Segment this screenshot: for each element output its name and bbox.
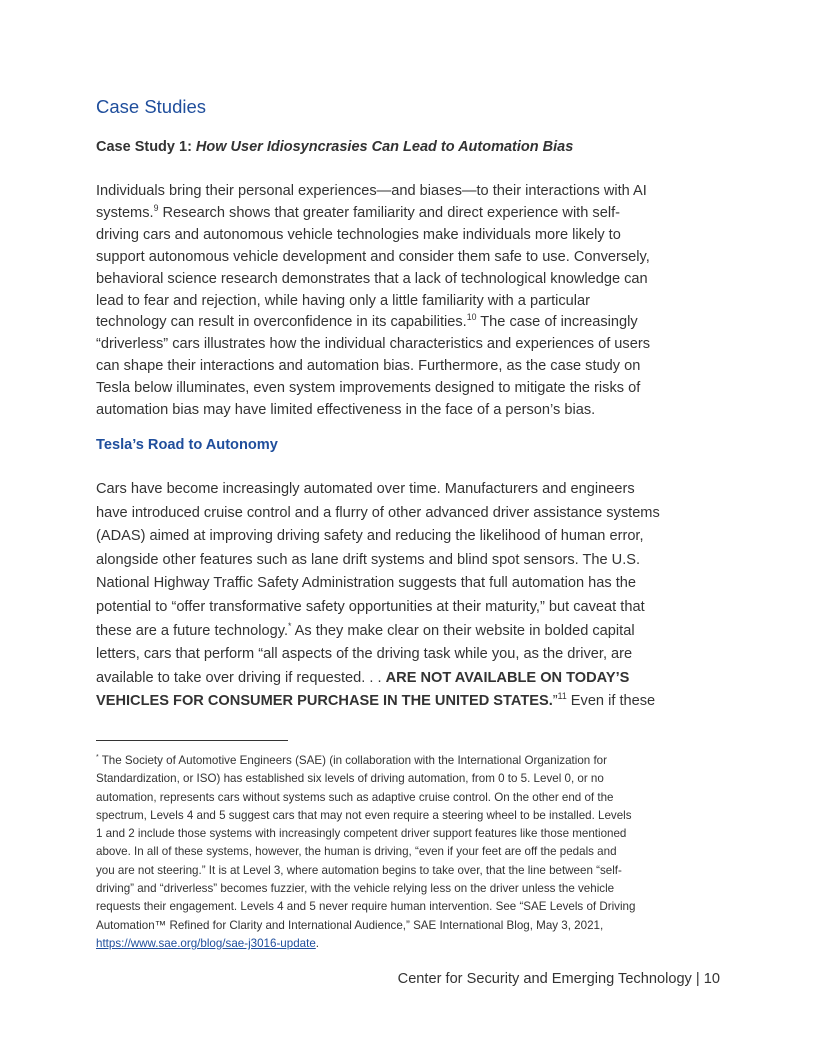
text-run: Even if these bbox=[566, 693, 656, 710]
footnote bbox=[96, 752, 720, 953]
text-run: ” bbox=[552, 693, 558, 710]
paragraph-line bbox=[96, 690, 720, 714]
text-run: these are a future technology. bbox=[96, 622, 289, 639]
paragraph-line: lead to fear and rejection, while having only a little familiarity with a particular bbox=[96, 292, 590, 309]
paragraph-line bbox=[96, 667, 720, 691]
paragraph-line: National Highway Traffic Safety Administration suggests that full automation has the bbox=[96, 575, 636, 592]
text-run: Research shows that greater familiarity and direct experience with self- bbox=[158, 204, 620, 221]
footnote-line bbox=[96, 935, 720, 953]
paragraph-line bbox=[96, 203, 720, 225]
case-study-paragraph bbox=[96, 181, 720, 422]
text-run: . bbox=[315, 936, 320, 950]
footnote-line: 1 and 2 include those systems with increasingly competent driver support features like those mentioned bbox=[96, 827, 627, 841]
footnote-line: above. In all of these systems, however, the human is driving, “even if your feet are off the pedals and bbox=[96, 845, 617, 859]
case-study-title bbox=[96, 139, 573, 155]
bold-text-run: VEHICLES FOR CONSUMER PURCHASE IN THE UNITED STATES. bbox=[96, 693, 553, 710]
sae-blog-link[interactable]: https://www.sae.org/blog/sae-j3016-update bbox=[96, 936, 316, 950]
text-run: technology can result in overconfidence in its capabilities. bbox=[96, 314, 467, 331]
text-run: The case of increasingly bbox=[476, 314, 638, 331]
paragraph-line: Individuals bring their personal experiences—and biases—to their interactions with AI bbox=[96, 183, 647, 199]
footnote-ref-star: * bbox=[288, 620, 292, 631]
footnote-line bbox=[96, 752, 720, 770]
text-run: As they make clear on their website in bolded capital bbox=[291, 622, 635, 639]
text-run: systems. bbox=[96, 204, 154, 221]
footnote-line: driving” and “driverless” becomes fuzzier, with the vehicle relying less on the driver unless the vehicle bbox=[96, 882, 615, 896]
footnote-marker: * bbox=[96, 754, 99, 762]
case-study-title-italic: How User Idiosyncrasies Can Lead to Automation Bias bbox=[195, 139, 574, 155]
paragraph-line: automation bias may have limited effectiveness in the face of a person’s bias. bbox=[96, 402, 596, 419]
footnote-line: you are not steering.” It is at Level 3, where automation begins to take over, that the line between “self- bbox=[96, 863, 622, 877]
case-study-title-prefix: Case Study 1: bbox=[96, 139, 196, 155]
paragraph-line bbox=[96, 620, 720, 644]
footnote-ref-9: 9 bbox=[153, 203, 159, 214]
tesla-paragraph bbox=[96, 478, 720, 714]
text-run: available to take over driving if requested. . . bbox=[96, 669, 386, 686]
page-footer: Center for Security and Emerging Technology | 10 bbox=[397, 971, 720, 987]
paragraph-line: (ADAS) aimed at improving driving safety and reducing the likelihood of human error, bbox=[96, 528, 644, 545]
footnote-ref-11: 11 bbox=[557, 691, 567, 702]
paragraph-line: have introduced cruise control and a flurry of other advanced driver assistance systems bbox=[96, 504, 660, 521]
paragraph-line: “driverless” cars illustrates how the individual characteristics and experiences of users bbox=[96, 336, 650, 353]
footnote-line: Automation™ Refined for Clarity and International Audience,” SAE International Blog, May 3, 2021, bbox=[96, 918, 604, 932]
paragraph-line: Tesla below illuminates, even system improvements designed to mitigate the risks of bbox=[96, 380, 641, 397]
footnote-line: spectrum, Levels 4 and 5 suggest cars that may not even require a steering wheel to be installed. Levels bbox=[96, 808, 632, 822]
paragraph-line: behavioral science research demonstrates that a lack of technological knowledge can bbox=[96, 270, 648, 287]
paragraph-line: alongside other features such as lane drift systems and blind spot sensors. The U.S. bbox=[96, 551, 641, 568]
paragraph-line: support autonomous vehicle development and consider them safe to use. Conversely, bbox=[96, 248, 650, 265]
paragraph-line: potential to “offer transformative safety opportunities at their maturity,” but caveat that bbox=[96, 598, 645, 615]
paragraph-line: driving cars and autonomous vehicle technologies make individuals more likely to bbox=[96, 226, 621, 243]
footnote-line: Standardization, or ISO) has established six levels of driving automation, from 0 to 5. Level 0, or no bbox=[96, 772, 604, 786]
section-heading: Case Studies bbox=[96, 96, 207, 117]
footnote-ref-10: 10 bbox=[466, 312, 477, 323]
paragraph-line bbox=[96, 312, 720, 334]
footnote-line: automation, represents cars without systems such as adaptive cruise control. On the other end of the bbox=[96, 790, 614, 804]
footnote-divider bbox=[96, 740, 288, 741]
paragraph-line: letters, cars that perform “all aspects of the driving task while you, as the driver, are bbox=[96, 646, 633, 663]
bold-text-run: ARE NOT AVAILABLE ON TODAY’S bbox=[385, 669, 630, 686]
subheading-tesla: Tesla’s Road to Autonomy bbox=[96, 437, 278, 453]
footnote-line: requests their engagement. Levels 4 and 5 never require human intervention. See “SAE Levels of Driving bbox=[96, 900, 636, 914]
paragraph-line: Cars have become increasingly automated over time. Manufacturers and engineers bbox=[96, 481, 635, 497]
text-run: The Society of Automotive Engineers (SAE) (in collaboration with the International Organization for bbox=[98, 754, 607, 767]
paragraph-line: can shape their interactions and automation bias. Furthermore, as the case study on bbox=[96, 358, 641, 375]
